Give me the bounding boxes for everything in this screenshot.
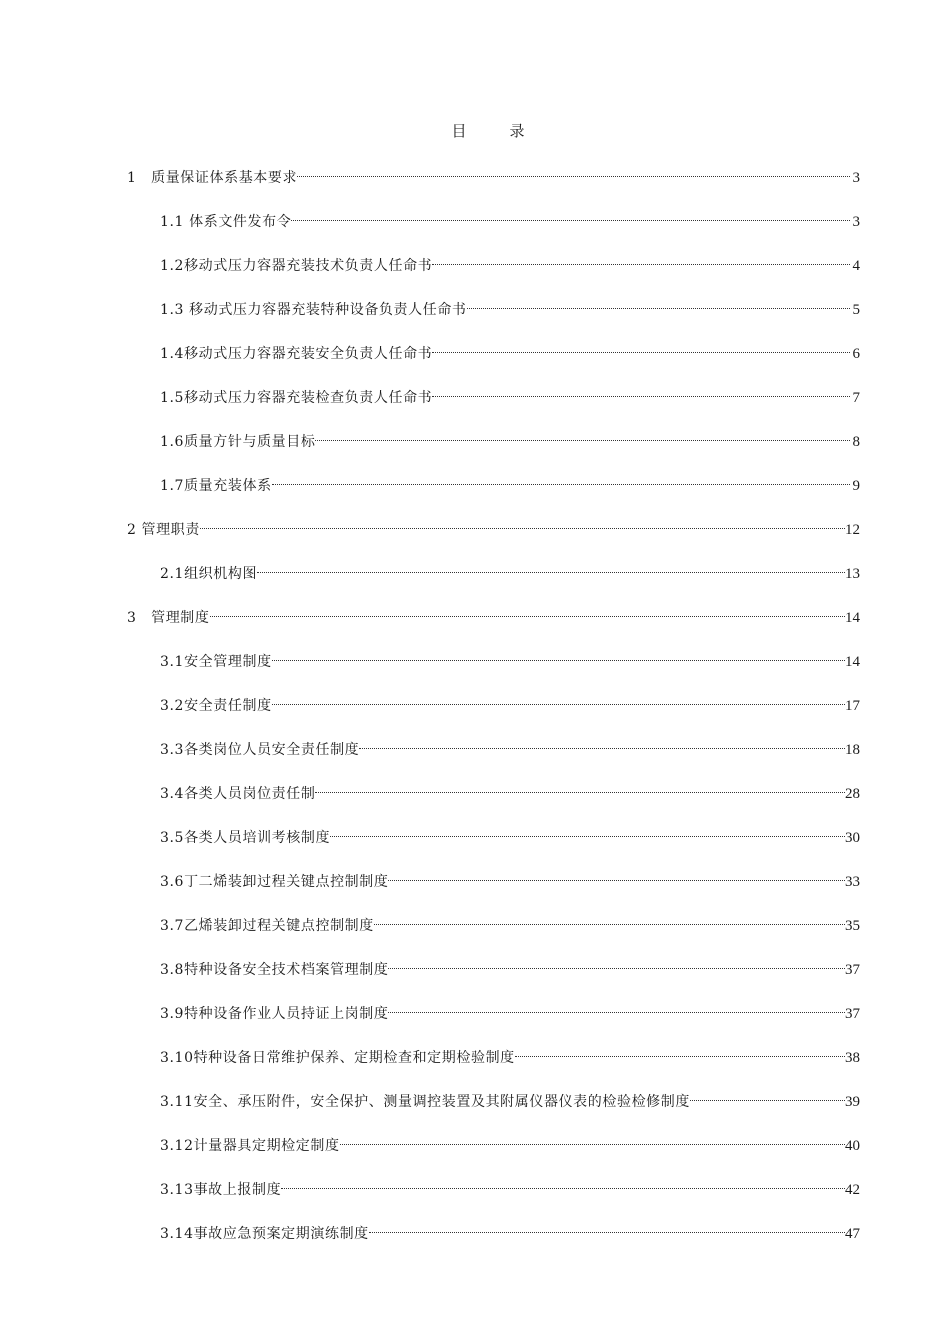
toc-page-number: 12 xyxy=(845,522,860,538)
toc-dot-leader xyxy=(315,424,850,446)
toc-dot-leader xyxy=(690,1084,845,1106)
toc-title: 目 录 xyxy=(451,122,539,140)
toc-dot-leader xyxy=(388,952,845,974)
toc-page-number: 38 xyxy=(845,1050,860,1066)
toc-page-number: 14 xyxy=(845,610,860,626)
toc-dot-leader xyxy=(272,644,845,666)
toc-entry-label: 3 管理制度 xyxy=(127,610,210,626)
toc-section-entry[interactable] xyxy=(160,732,860,758)
toc-entry-label: 1.2移动式压力容器充装技术负责人任命书 xyxy=(160,258,433,274)
toc-entry-label: 1.7质量充装体系 xyxy=(160,478,272,494)
toc-entry-label: 3.9特种设备作业人员持证上岗制度 xyxy=(160,1006,389,1022)
toc-entry-label: 3.1安全管理制度 xyxy=(160,654,272,670)
toc-section-entry[interactable] xyxy=(160,1216,860,1242)
toc-dot-leader xyxy=(374,908,845,930)
toc-page-number: 8 xyxy=(852,434,860,450)
toc-page-number: 7 xyxy=(852,390,860,406)
toc-entry-label: 3.13事故上报制度 xyxy=(160,1182,282,1198)
toc-page-number: 28 xyxy=(845,786,860,802)
toc-dot-leader xyxy=(432,248,850,270)
toc-entry-label: 1 质量保证体系基本要求 xyxy=(127,170,298,186)
toc-page-number: 37 xyxy=(845,1006,860,1022)
toc-page-number: 17 xyxy=(845,698,860,714)
toc-entry-label: 3.12计量器具定期检定制度 xyxy=(160,1138,340,1154)
toc-page-number: 40 xyxy=(845,1138,860,1154)
toc-section-entry[interactable] xyxy=(160,1084,860,1110)
toc-entry-label: 1.4移动式压力容器充装安全负责人任命书 xyxy=(160,346,433,362)
toc-dot-leader xyxy=(315,776,845,798)
toc-entry-label: 3.2安全责任制度 xyxy=(160,698,272,714)
toc-page-number: 14 xyxy=(845,654,860,670)
toc-section-entry[interactable] xyxy=(160,1040,860,1066)
toc-entry-label: 3.4各类人员岗位责任制 xyxy=(160,786,316,802)
toc-page-number: 30 xyxy=(845,830,860,846)
toc-entry-label: 3.10特种设备日常维护保养、定期检查和定期检验制度 xyxy=(160,1050,515,1066)
toc-page-number: 47 xyxy=(845,1226,860,1242)
toc-section-entry[interactable] xyxy=(160,820,860,846)
toc-section-entry[interactable] xyxy=(160,468,860,494)
toc-dot-leader xyxy=(515,1040,845,1062)
toc-page-number: 35 xyxy=(845,918,860,934)
toc-page-number: 37 xyxy=(845,962,860,978)
toc-dot-leader xyxy=(388,996,845,1018)
toc-page-number: 6 xyxy=(852,346,860,362)
toc-page-number: 3 xyxy=(852,214,860,230)
toc-section-entry[interactable] xyxy=(160,336,860,362)
toc-dot-leader xyxy=(432,336,850,358)
toc-chapter-entry[interactable] xyxy=(127,160,860,186)
toc-section-entry[interactable] xyxy=(160,864,860,890)
toc-dot-leader xyxy=(210,600,845,622)
toc-page-number: 18 xyxy=(845,742,860,758)
toc-dot-leader xyxy=(432,380,850,402)
toc-entry-label: 3.3各类岗位人员安全责任制度 xyxy=(160,742,360,758)
toc-section-entry[interactable] xyxy=(160,204,860,230)
toc-entry-label: 1.1 体系文件发布令 xyxy=(160,214,292,230)
toc-page-number: 4 xyxy=(852,258,860,274)
toc-section-entry[interactable] xyxy=(160,644,860,670)
toc-dot-leader xyxy=(388,864,845,886)
toc-entry-label: 3.7乙烯装卸过程关键点控制制度 xyxy=(160,918,374,934)
toc-section-entry[interactable] xyxy=(160,424,860,450)
toc-entry-label: 1.5移动式压力容器充装检查负责人任命书 xyxy=(160,390,433,406)
toc-entry-label: 2 管理职责 xyxy=(127,522,200,538)
toc-page-number: 13 xyxy=(845,566,860,582)
toc-dot-leader xyxy=(291,204,850,226)
toc-dot-leader xyxy=(359,732,845,754)
toc-dot-leader xyxy=(257,556,845,578)
toc-dot-leader xyxy=(281,1172,845,1194)
toc-page-number: 42 xyxy=(845,1182,860,1198)
toc-page-number: 9 xyxy=(852,478,860,494)
toc-page-number: 33 xyxy=(845,874,860,890)
toc-entry-label: 3.8特种设备安全技术档案管理制度 xyxy=(160,962,389,978)
toc-dot-leader xyxy=(297,160,850,182)
toc-page-number: 3 xyxy=(852,170,860,186)
toc-dot-leader xyxy=(369,1216,845,1238)
toc-section-entry[interactable] xyxy=(160,248,860,274)
toc-entry-label: 3.11安全、承压附件，安全保护、测量调控装置及其附属仪器仪表的检验检修制度 xyxy=(160,1094,690,1110)
toc-dot-leader xyxy=(200,512,845,534)
toc-section-entry[interactable] xyxy=(160,1128,860,1154)
toc-chapter-entry[interactable] xyxy=(127,600,860,626)
toc-section-entry[interactable] xyxy=(160,556,860,582)
toc-entry-label: 1.3 移动式压力容器充装特种设备负责人任命书 xyxy=(160,302,467,318)
toc-dot-leader xyxy=(272,468,850,490)
toc-entry-label: 3.14事故应急预案定期演练制度 xyxy=(160,1226,369,1242)
toc-page-number: 39 xyxy=(845,1094,860,1110)
toc-dot-leader xyxy=(467,292,850,314)
toc-section-entry[interactable] xyxy=(160,1172,860,1198)
toc-section-entry[interactable] xyxy=(160,952,860,978)
toc-section-entry[interactable] xyxy=(160,996,860,1022)
toc-section-entry[interactable] xyxy=(160,908,860,934)
toc-dot-leader xyxy=(272,688,845,710)
toc-entry-label: 2.1组织机构图 xyxy=(160,566,258,582)
toc-dot-leader xyxy=(340,1128,845,1150)
toc-section-entry[interactable] xyxy=(160,292,860,318)
toc-chapter-entry[interactable] xyxy=(127,512,860,538)
toc-entry-label: 1.6质量方针与质量目标 xyxy=(160,434,316,450)
toc-section-entry[interactable] xyxy=(160,380,860,406)
toc-section-entry[interactable] xyxy=(160,688,860,714)
toc-entry-label: 3.5各类人员培训考核制度 xyxy=(160,830,331,846)
toc-entry-label: 3.6丁二烯装卸过程关键点控制制度 xyxy=(160,874,389,890)
toc-dot-leader xyxy=(330,820,845,842)
toc-section-entry[interactable] xyxy=(160,776,860,802)
toc-page-number: 5 xyxy=(852,302,860,318)
